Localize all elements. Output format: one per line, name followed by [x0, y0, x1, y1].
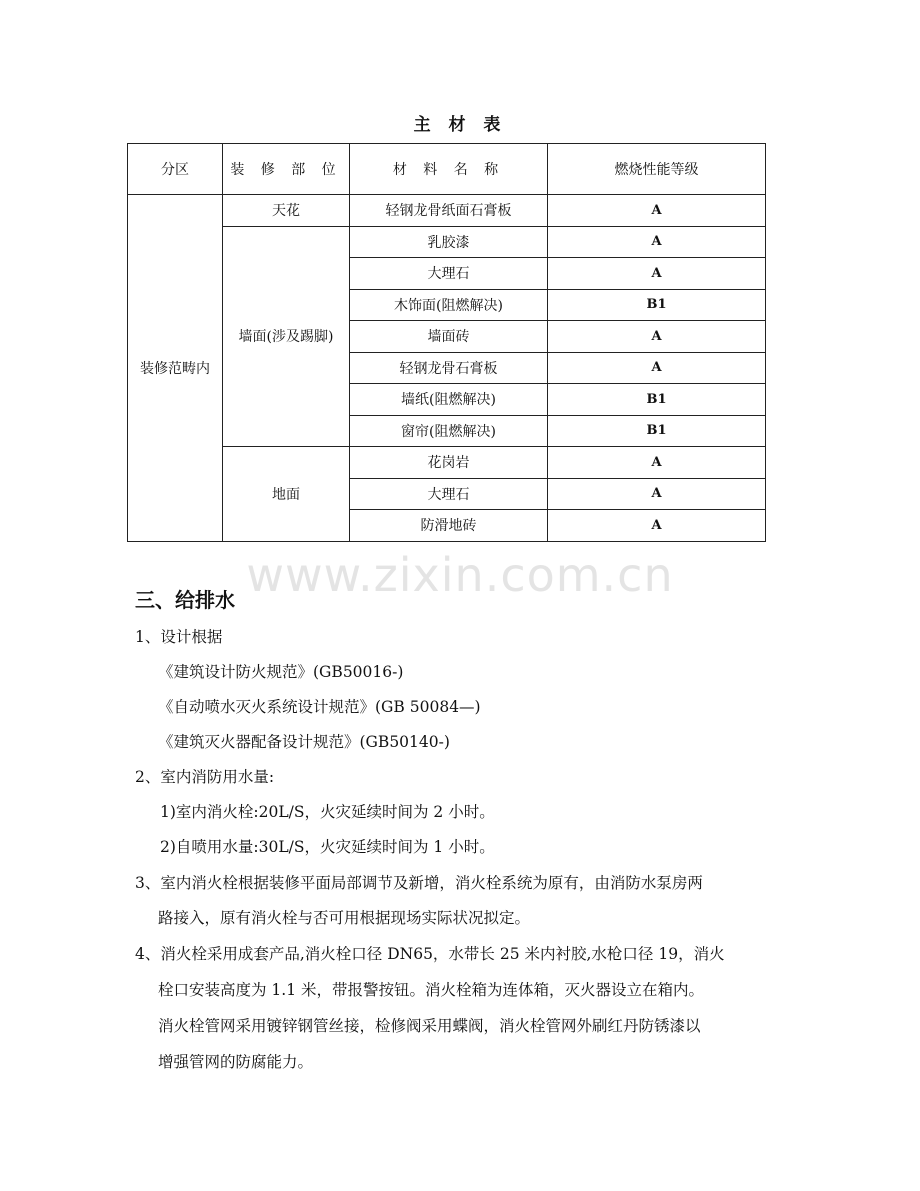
grade-cell: A — [548, 258, 766, 290]
paragraph-line: 增强管网的防腐能力。 — [158, 1053, 314, 1071]
grade-cell: B1 — [548, 289, 766, 321]
table-row — [128, 447, 766, 479]
standard-reference: 《建筑设计防火规范》(GB50016-) — [158, 663, 404, 681]
grade-cell: A — [548, 510, 766, 542]
header-grade: 燃烧性能等级 — [548, 144, 766, 195]
watermark: www.zixin.com.cn — [246, 548, 674, 602]
part-cell: 地面 — [223, 447, 350, 542]
sub-item: 2)自喷用水量:30L/S，火灾延续时间为 1 小时。 — [160, 838, 495, 856]
sub-item: 1)室内消火栓:20L/S，火灾延续时间为 2 小时。 — [160, 803, 495, 821]
paragraph-line: 3、室内消火栓根据装修平面局部调节及新增，消火栓系统为原有，由消防水泵房两 — [135, 874, 703, 892]
section-heading: 三、给排水 — [135, 588, 235, 612]
paragraph-line: 路接入，原有消火栓与否可用根据现场实际状况拟定。 — [158, 909, 531, 927]
material-cell: 木饰面(阻燃解决) — [350, 289, 548, 321]
paragraph-line: 4、消火栓采用成套产品,消火栓口径 DN65，水带长 25 米内衬胶,水枪口径 19，消火 — [135, 945, 725, 963]
table-header-row — [128, 144, 766, 195]
material-cell: 大理石 — [350, 258, 548, 290]
header-part: 装 修 部 位 — [223, 144, 350, 195]
grade-cell: B1 — [548, 384, 766, 416]
standard-reference: 《建筑灭火器配备设计规范》(GB50140-) — [158, 733, 450, 751]
materials-table — [127, 143, 766, 542]
material-cell: 大理石 — [350, 478, 548, 510]
paragraph-line: 消火栓管网采用镀锌钢管丝接，检修阀采用蝶阀，消火栓管网外刷红丹防锈漆以 — [158, 1017, 701, 1035]
table-title: 主 材 表 — [413, 115, 507, 135]
material-cell: 花岗岩 — [350, 447, 548, 479]
material-cell: 乳胶漆 — [350, 226, 548, 258]
material-cell: 墙面砖 — [350, 321, 548, 353]
part-cell: 天花 — [223, 195, 350, 227]
grade-cell: A — [548, 447, 766, 479]
grade-cell: A — [548, 195, 766, 227]
grade-cell: A — [548, 352, 766, 384]
header-zone: 分区 — [128, 144, 223, 195]
grade-cell: A — [548, 478, 766, 510]
table-row — [128, 226, 766, 258]
material-cell: 防滑地砖 — [350, 510, 548, 542]
zone-cell: 装修范畴内 — [128, 195, 223, 542]
table-row — [128, 195, 766, 227]
header-material: 材 料 名 称 — [350, 144, 548, 195]
material-cell: 轻钢龙骨纸面石膏板 — [350, 195, 548, 227]
standard-reference: 《自动喷水灭火系统设计规范》(GB 50084—) — [158, 698, 481, 716]
grade-cell: A — [548, 226, 766, 258]
material-cell: 轻钢龙骨石膏板 — [350, 352, 548, 384]
paragraph-line: 栓口安装高度为 1.1 米，带报警按钮。消火栓箱为连体箱，灭火器设立在箱内。 — [158, 981, 705, 999]
item-heading: 1、设计根据 — [135, 628, 223, 646]
material-cell: 窗帘(阻燃解决) — [350, 415, 548, 447]
part-cell: 墙面(涉及踢脚) — [223, 226, 350, 447]
item-heading: 2、室内消防用水量: — [135, 768, 275, 786]
material-cell: 墙纸(阻燃解决) — [350, 384, 548, 416]
grade-cell: B1 — [548, 415, 766, 447]
grade-cell: A — [548, 321, 766, 353]
